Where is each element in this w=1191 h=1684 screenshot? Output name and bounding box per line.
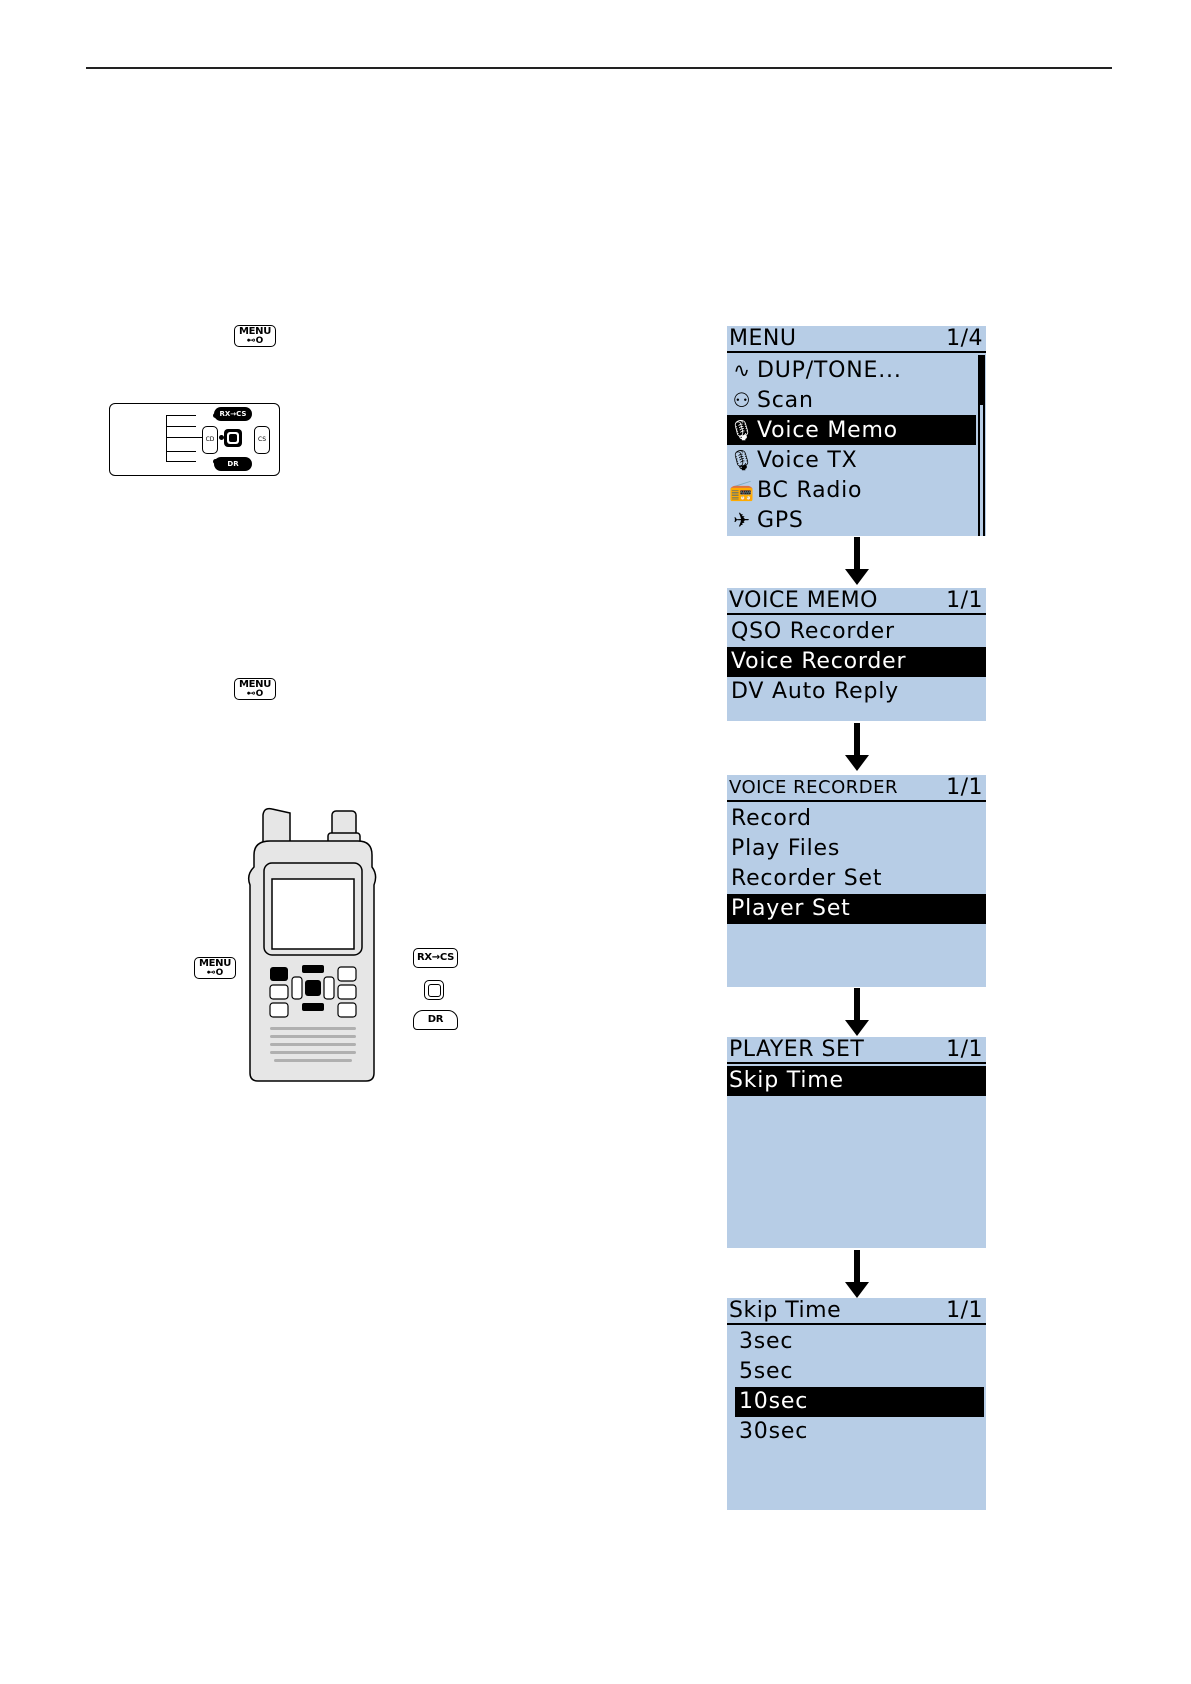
dr-key-icon [413,1010,458,1030]
flow-arrow-3 [845,988,869,1036]
menu-item-label: DV Auto Reply [731,679,899,704]
voice-recorder-screen [727,775,986,987]
menu-item-skip-time[interactable] [727,1066,986,1096]
option-label: 30sec [739,1419,809,1444]
center-key-icon [424,980,444,1000]
menu-key-icon-2 [234,678,276,700]
menu-item-play-files[interactable] [727,834,986,864]
option-3sec[interactable] [727,1327,986,1357]
menu-item-recorder-set[interactable] [727,864,986,894]
menu-key-label-3: MENU [198,958,232,969]
key-lock-symbol: ⊷O [246,336,264,346]
menu-item-dv-auto-reply[interactable] [727,677,986,707]
menu-item-qso-recorder[interactable] [727,617,986,647]
menu-item-record[interactable] [727,804,986,834]
voice-memo-title: VOICE MEMO [729,588,878,613]
header-rule [86,67,1112,69]
menu-item-voice-recorder[interactable] [727,647,986,677]
option-10sec[interactable] [735,1387,984,1417]
center-button-icon [224,429,242,447]
menu-item-label: Voice Memo [757,418,898,443]
menu-item-label: BC Radio [757,478,863,503]
menu-item-label: Player Set [731,896,851,921]
rxcs-pill [214,407,252,421]
option-30sec[interactable] [727,1417,986,1447]
voice-memo-page: 1/1 [946,588,983,613]
menu-screen [727,326,986,536]
skip-time-title: Skip Time [729,1298,842,1323]
player-set-title: PLAYER SET [729,1037,865,1062]
menu-item-gps[interactable] [727,505,986,535]
dr-pill-label: DR [227,460,239,468]
dr-pill [214,457,252,471]
flow-arrow-2 [845,723,869,771]
menu-item-voice-tx[interactable] [727,445,986,475]
option-label: 3sec [739,1329,794,1354]
dr-key-label: DR [427,1014,444,1025]
player-set-header [727,1037,986,1064]
satellite-icon: ✈ [733,508,751,532]
dup-tone-icon: ∿ [733,358,751,382]
rxcs-key-label: RX→CS [416,952,455,963]
menu-screen-header [727,326,986,353]
rxcs-key-icon [413,948,458,968]
skip-time-screen [727,1298,986,1510]
skip-time-header [727,1298,986,1325]
cs-side-key [254,426,270,454]
menu-scrollbar[interactable] [978,355,985,536]
player-set-screen [727,1037,986,1248]
menu-item-label: QSO Recorder [731,619,895,644]
cd-side-key-label: CD [205,436,215,443]
menu-item-bc-radio[interactable] [727,475,986,505]
menu-item-label: GPS [757,508,804,533]
menu-key-icon [234,325,276,347]
menu-item-dup-tone[interactable] [727,355,986,385]
player-set-page: 1/1 [946,1037,983,1062]
menu-item-label: Skip Time [729,1068,844,1093]
microphone-tx-icon: 🎙 [728,448,756,472]
menu-item-label: Recorder Set [731,866,883,891]
menu-key-label-2: MENU [238,679,272,690]
menu-item-label: Voice TX [757,448,858,473]
voice-memo-screen [727,588,986,721]
key-lock-symbol-2: ⊷O [246,689,264,699]
menu-item-label: Record [731,806,812,831]
menu-item-label: Scan [757,388,814,413]
voice-recorder-header [727,775,986,802]
voice-recorder-title: VOICE RECORDER [729,777,898,798]
menu-key-label: MENU [238,326,272,337]
menu-screen-page: 1/4 [946,326,983,351]
key-lock-symbol-3: ⊷O [206,968,224,978]
voice-recorder-page: 1/1 [946,775,983,800]
flow-arrow-1 [845,537,869,585]
menu-key-icon-3 [194,957,236,979]
cs-side-key-label: CS [258,436,266,443]
menu-item-player-set[interactable] [727,894,986,924]
menu-item-scan[interactable] [727,385,986,415]
radio-icon: 📻 [729,478,755,502]
voice-memo-header [727,588,986,615]
keypad-diagram [109,403,280,476]
microphone-icon: 🎙 [728,418,756,442]
cd-side-key [202,426,218,454]
menu-item-label: Voice Recorder [731,649,907,674]
option-5sec[interactable] [727,1357,986,1387]
menu-item-voice-memo[interactable] [727,415,976,445]
option-label: 10sec [739,1389,809,1414]
rxcs-pill-label: RX→CS [219,410,247,418]
transceiver-illustration [240,805,380,1085]
flow-arrow-4 [845,1250,869,1298]
menu-item-label: DUP/TONE... [757,358,902,383]
binoculars-icon: ⚇ [732,388,752,412]
menu-screen-title: MENU [729,326,797,351]
menu-item-label: Play Files [731,836,841,861]
skip-time-page: 1/1 [946,1298,983,1323]
option-label: 5sec [739,1359,794,1384]
